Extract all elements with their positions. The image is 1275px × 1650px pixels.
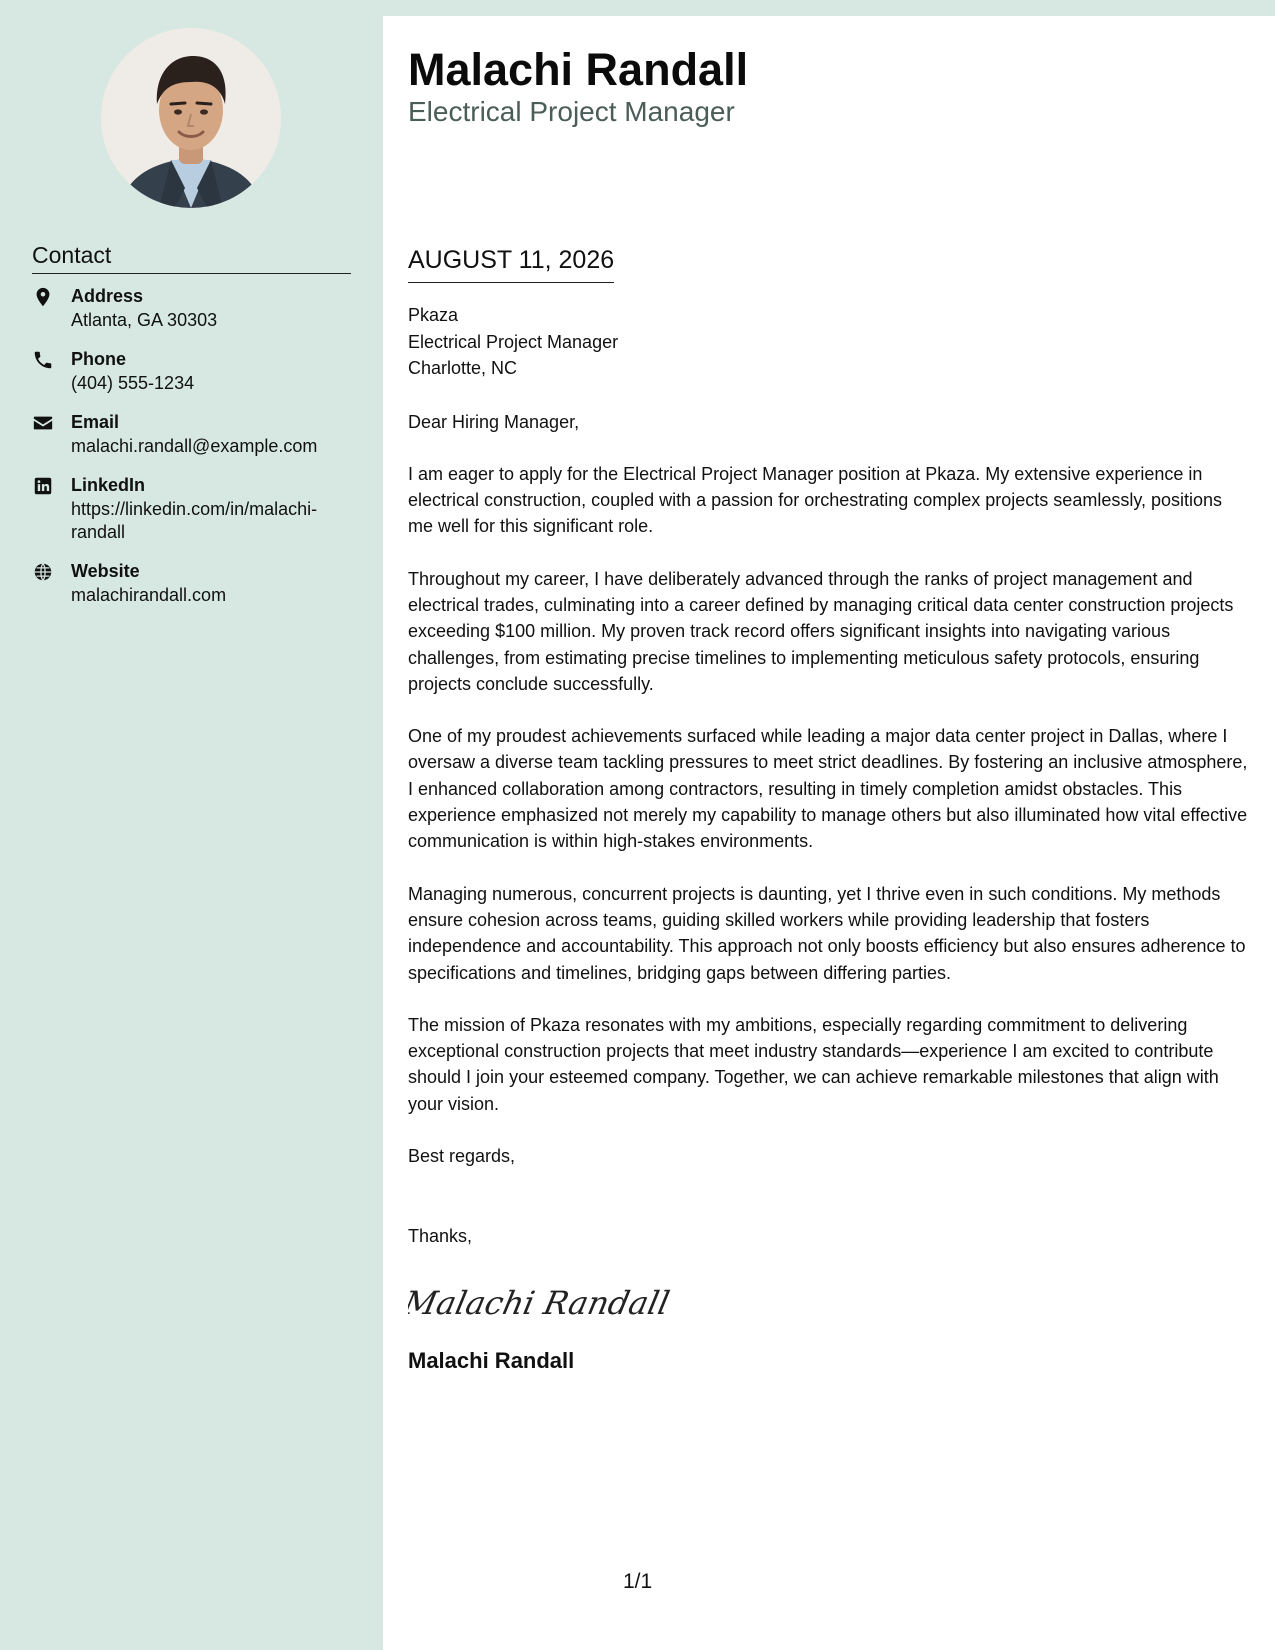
contact-label: LinkedIn [71,475,146,495]
paragraph: Managing numerous, concurrent projects is daunting, yet I thrive even in such conditions. My methods ensure cohesion across teams, guiding skilled workers while providing leadership that fosters independence and accountability. This approach not only boosts efficiency but also ensures adherence to specifications and timelines, bridging gaps between differing parties. [408,883,1246,983]
signature [408,1276,1248,1330]
contact-value: Atlanta, GA 30303 [71,310,218,330]
envelope-icon [32,412,54,434]
globe-icon [32,561,54,583]
recipient-location: Charlotte, NC [408,358,518,378]
paragraph: I am eager to apply for the Electrical Project Manager position at Pkaza. My extensive experience in electrical construction, coupled with a passion for orchestrating complex projects seamlessly, positions me well for this significant role. [408,463,1223,537]
contact-value: (404) 555-1234 [71,373,195,393]
salutation: Dear Hiring Manager, [408,411,580,432]
contact-list [32,284,352,622]
signed-name: Malachi Randall [408,1347,575,1373]
linkedin-icon [32,475,54,497]
closing: Best regards, [408,1146,516,1167]
contact-linkedin [32,473,352,544]
contact-label: Address [71,286,144,306]
letter-body [408,302,1248,1374]
paragraph: One of my proudest achievements surfaced while leading a major data center project in Dallas, where I oversaw a diverse team tackling pressures to meet strict deadlines. By fostering an inclusive atmosphere, I enhanced collaboration among contractors, resulting in timely completion amidst obstacles. This experience emphasized not merely my capability to manage others but also illuminated how vital effective communication is within high-stakes environments. [408,726,1248,852]
recipient-position: Electrical Project Manager [408,331,619,352]
thanks: Thanks, [408,1226,473,1247]
contact-label: Website [71,561,140,581]
contact-website [32,559,352,607]
page-number: 1/1 [623,1570,653,1593]
profile-photo [101,28,281,208]
contact-email [32,410,352,458]
paragraph: The mission of Pkaza resonates with my ambitions, especially regarding commitment to delivering exceptional construction projects that meet industry standards—experience I am excited to contribute should I join your esteemed company. Together, we can achieve remarkable milestones that align with your vision. [408,1014,1219,1114]
contact-address [32,284,352,332]
contact-value: https://linkedin.com/in/malachi-randall [71,499,318,542]
svg-text:Malachi Randall: Malachi Randall [408,1283,673,1322]
contact-label: Email [71,412,120,432]
letter-date: AUGUST 11, 2026 [408,244,614,283]
recipient-block [408,302,1248,382]
contact-value: malachirandall.com [71,585,227,605]
sidebar [0,0,383,1650]
contact-label: Phone [71,349,127,369]
recipient-company: Pkaza [408,305,459,325]
paragraph: Throughout my career, I have deliberately advanced through the ranks of project management and electrical trades, culminating into a career defined by managing critical data center construction projects exceeding $100 million. My proven track record offers significant insights into navigating various challenges, from estimating precise timelines to implementing meticulous safety protocols, ensuring projects conclude successfully. [408,568,1234,694]
contact-phone [32,347,352,395]
applicant-name: Malachi Randall [408,44,749,95]
contact-heading: Contact [32,240,351,274]
applicant-title: Electrical Project Manager [408,96,735,127]
phone-icon [32,349,54,371]
contact-value: malachi.randall@example.com [71,436,318,456]
location-pin-icon [32,286,54,308]
